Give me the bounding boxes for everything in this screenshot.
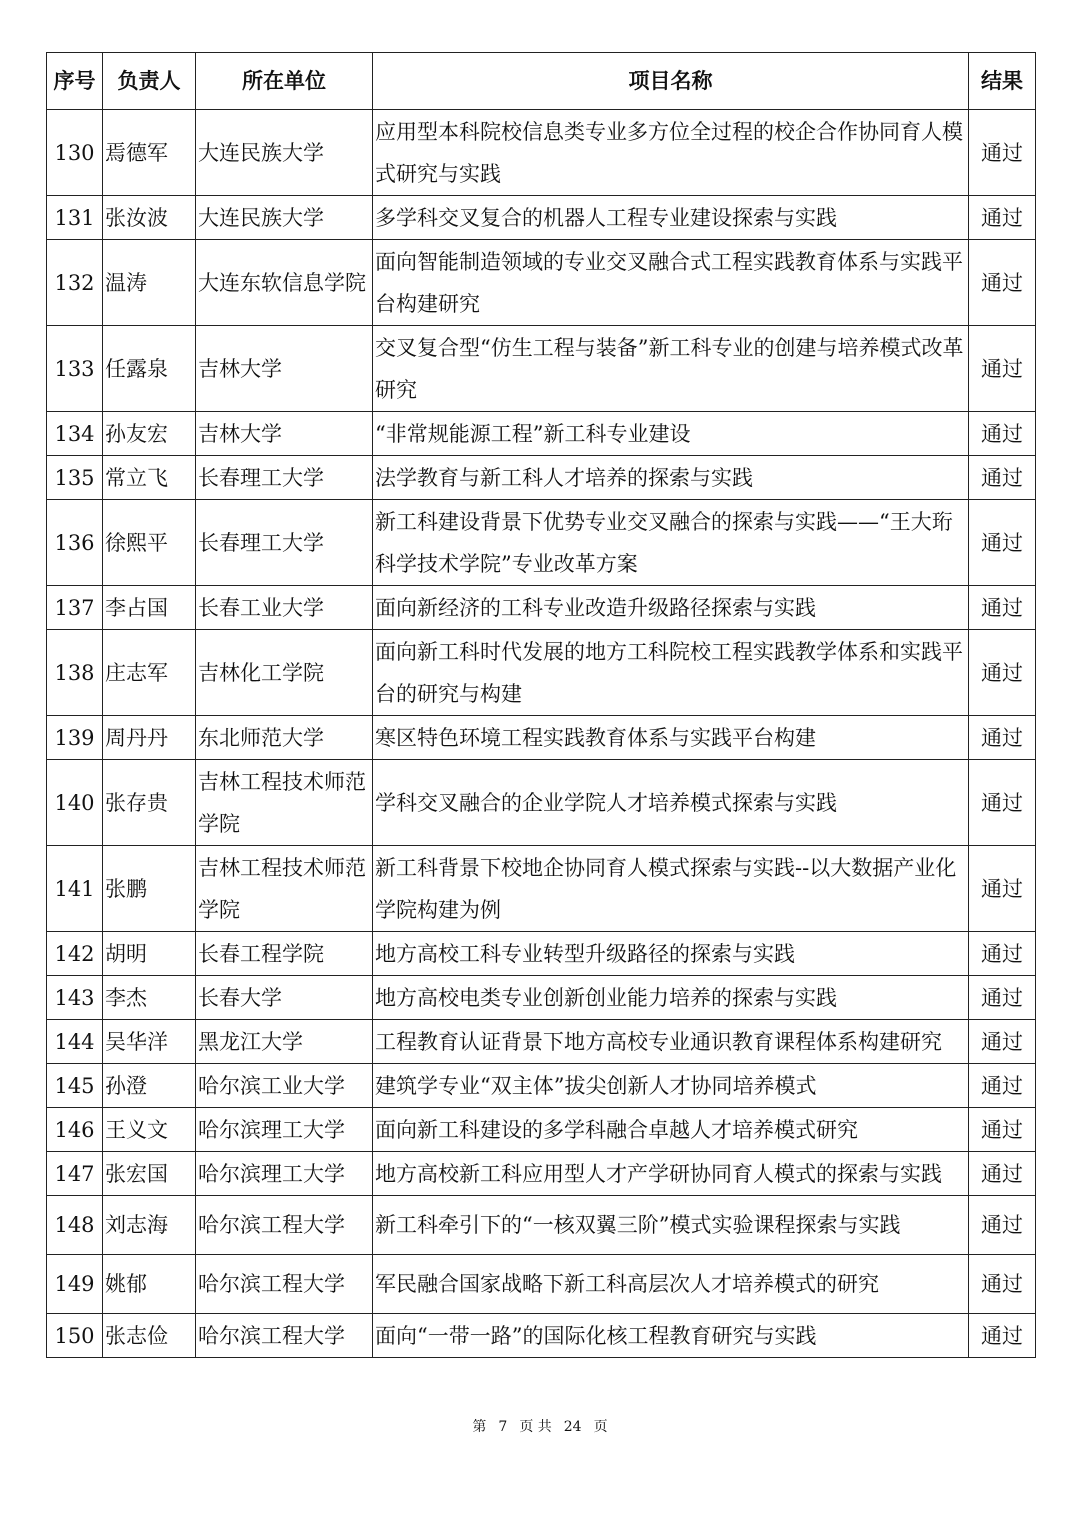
cell-person: 张志俭 [103, 1314, 196, 1358]
footer-mid: 页 共 [519, 1419, 552, 1435]
cell-title: 面向智能制造领域的专业交叉融合式工程实践教育体系与实践平台构建研究 [373, 240, 969, 326]
cell-unit: 吉林大学 [196, 412, 373, 456]
table-row [47, 932, 1036, 976]
table-row [47, 630, 1036, 716]
cell-title: 新工科建设背景下优势专业交叉融合的探索与实践——“王大珩科学技术学院”专业改革方案 [373, 500, 969, 586]
cell-person: 张鹏 [103, 846, 196, 932]
cell-result: 通过 [969, 1020, 1036, 1064]
cell-title: 新工科背景下校地企协同育人模式探索与实践--以大数据产业化学院构建为例 [373, 846, 969, 932]
cell-no: 149 [47, 1255, 103, 1314]
cell-no: 134 [47, 412, 103, 456]
cell-unit: 长春理工大学 [196, 500, 373, 586]
cell-person: 吴华洋 [103, 1020, 196, 1064]
cell-unit: 长春工业大学 [196, 586, 373, 630]
header-no: 序号 [47, 53, 103, 110]
table-row [47, 240, 1036, 326]
cell-title: 交叉复合型“仿生工程与装备”新工科专业的创建与培养模式改革研究 [373, 326, 969, 412]
table-row [47, 716, 1036, 760]
header-result: 结果 [969, 53, 1036, 110]
header-row [47, 53, 1036, 110]
cell-person: 张宏国 [103, 1152, 196, 1196]
cell-unit: 吉林化工学院 [196, 630, 373, 716]
table-row [47, 1152, 1036, 1196]
table-row [47, 412, 1036, 456]
cell-title: 法学教育与新工科人才培养的探索与实践 [373, 456, 969, 500]
table-row [47, 1020, 1036, 1064]
cell-title: “非常规能源工程”新工科专业建设 [373, 412, 969, 456]
cell-unit: 哈尔滨工程大学 [196, 1255, 373, 1314]
cell-unit: 长春理工大学 [196, 456, 373, 500]
cell-person: 李杰 [103, 976, 196, 1020]
project-table [46, 52, 1036, 1358]
cell-person: 刘志海 [103, 1196, 196, 1255]
cell-result: 通过 [969, 196, 1036, 240]
cell-no: 136 [47, 500, 103, 586]
cell-no: 144 [47, 1020, 103, 1064]
cell-result: 通过 [969, 1196, 1036, 1255]
cell-unit: 哈尔滨工程大学 [196, 1314, 373, 1358]
cell-unit: 哈尔滨理工大学 [196, 1152, 373, 1196]
cell-unit: 东北师范大学 [196, 716, 373, 760]
cell-person: 常立飞 [103, 456, 196, 500]
table-row [47, 456, 1036, 500]
cell-title: 面向“一带一路”的国际化核工程教育研究与实践 [373, 1314, 969, 1358]
header-title: 项目名称 [373, 53, 969, 110]
cell-person: 姚郁 [103, 1255, 196, 1314]
cell-title: 军民融合国家战略下新工科高层次人才培养模式的研究 [373, 1255, 969, 1314]
table-row [47, 976, 1036, 1020]
table-row [47, 196, 1036, 240]
cell-no: 130 [47, 110, 103, 196]
table-row [47, 1314, 1036, 1358]
cell-title: 地方高校电类专业创新创业能力培养的探索与实践 [373, 976, 969, 1020]
footer-page-number: 7 [498, 1419, 508, 1435]
cell-no: 148 [47, 1196, 103, 1255]
cell-title: 学科交叉融合的企业学院人才培养模式探索与实践 [373, 760, 969, 846]
cell-unit: 大连民族大学 [196, 196, 373, 240]
cell-unit: 黑龙江大学 [196, 1020, 373, 1064]
cell-no: 133 [47, 326, 103, 412]
cell-result: 通过 [969, 500, 1036, 586]
cell-result: 通过 [969, 412, 1036, 456]
cell-result: 通过 [969, 456, 1036, 500]
cell-result: 通过 [969, 326, 1036, 412]
cell-title: 寒区特色环境工程实践教育体系与实践平台构建 [373, 716, 969, 760]
table-row [47, 1255, 1036, 1314]
cell-result: 通过 [969, 110, 1036, 196]
cell-result: 通过 [969, 1314, 1036, 1358]
footer-suffix: 页 [593, 1419, 608, 1435]
cell-person: 任露泉 [103, 326, 196, 412]
cell-unit: 吉林工程技术师范学院 [196, 760, 373, 846]
cell-unit: 长春大学 [196, 976, 373, 1020]
cell-unit: 哈尔滨工业大学 [196, 1064, 373, 1108]
cell-person: 李占国 [103, 586, 196, 630]
cell-result: 通过 [969, 1064, 1036, 1108]
cell-no: 131 [47, 196, 103, 240]
table-row [47, 500, 1036, 586]
cell-result: 通过 [969, 932, 1036, 976]
cell-person: 庄志军 [103, 630, 196, 716]
cell-person: 温涛 [103, 240, 196, 326]
cell-unit: 吉林工程技术师范学院 [196, 846, 373, 932]
page-footer [0, 1416, 1080, 1436]
table-row [47, 1196, 1036, 1255]
cell-person: 徐熙平 [103, 500, 196, 586]
cell-result: 通过 [969, 240, 1036, 326]
cell-person: 胡明 [103, 932, 196, 976]
cell-unit: 吉林大学 [196, 326, 373, 412]
table-row [47, 846, 1036, 932]
cell-no: 146 [47, 1108, 103, 1152]
cell-no: 150 [47, 1314, 103, 1358]
cell-person: 孙友宏 [103, 412, 196, 456]
cell-title: 工程教育认证背景下地方高校专业通识教育课程体系构建研究 [373, 1020, 969, 1064]
table-row [47, 760, 1036, 846]
cell-title: 面向新工科时代发展的地方工科院校工程实践教学体系和实践平台的研究与构建 [373, 630, 969, 716]
cell-title: 面向新工科建设的多学科融合卓越人才培养模式研究 [373, 1108, 969, 1152]
cell-unit: 哈尔滨理工大学 [196, 1108, 373, 1152]
cell-person: 周丹丹 [103, 716, 196, 760]
cell-person: 王义文 [103, 1108, 196, 1152]
cell-unit: 长春工程学院 [196, 932, 373, 976]
cell-no: 145 [47, 1064, 103, 1108]
cell-person: 孙澄 [103, 1064, 196, 1108]
table-row [47, 1064, 1036, 1108]
cell-title: 地方高校新工科应用型人才产学研协同育人模式的探索与实践 [373, 1152, 969, 1196]
header-person: 负责人 [103, 53, 196, 110]
cell-unit: 大连东软信息学院 [196, 240, 373, 326]
cell-result: 通过 [969, 1152, 1036, 1196]
cell-unit: 大连民族大学 [196, 110, 373, 196]
cell-no: 140 [47, 760, 103, 846]
cell-title: 面向新经济的工科专业改造升级路径探索与实践 [373, 586, 969, 630]
cell-no: 139 [47, 716, 103, 760]
cell-no: 132 [47, 240, 103, 326]
cell-unit: 哈尔滨工程大学 [196, 1196, 373, 1255]
cell-result: 通过 [969, 976, 1036, 1020]
cell-title: 应用型本科院校信息类专业多方位全过程的校企合作协同育人模式研究与实践 [373, 110, 969, 196]
cell-result: 通过 [969, 586, 1036, 630]
cell-title: 地方高校工科专业转型升级路径的探索与实践 [373, 932, 969, 976]
cell-title: 多学科交叉复合的机器人工程专业建设探索与实践 [373, 196, 969, 240]
cell-no: 143 [47, 976, 103, 1020]
header-unit: 所在单位 [196, 53, 373, 110]
table-row [47, 110, 1036, 196]
cell-result: 通过 [969, 846, 1036, 932]
footer-prefix: 第 [472, 1419, 487, 1435]
cell-result: 通过 [969, 760, 1036, 846]
cell-person: 张汝波 [103, 196, 196, 240]
cell-result: 通过 [969, 1255, 1036, 1314]
cell-title: 新工科牵引下的“一核双翼三阶”模式实验课程探索与实践 [373, 1196, 969, 1255]
cell-no: 137 [47, 586, 103, 630]
cell-result: 通过 [969, 716, 1036, 760]
footer-total-pages: 24 [563, 1419, 582, 1435]
cell-no: 135 [47, 456, 103, 500]
table-row [47, 586, 1036, 630]
cell-result: 通过 [969, 1108, 1036, 1152]
cell-no: 141 [47, 846, 103, 932]
cell-result: 通过 [969, 630, 1036, 716]
cell-no: 142 [47, 932, 103, 976]
cell-no: 147 [47, 1152, 103, 1196]
table-row [47, 1108, 1036, 1152]
cell-no: 138 [47, 630, 103, 716]
table-row [47, 326, 1036, 412]
cell-person: 张存贵 [103, 760, 196, 846]
cell-title: 建筑学专业“双主体”拔尖创新人才协同培养模式 [373, 1064, 969, 1108]
cell-person: 焉德军 [103, 110, 196, 196]
